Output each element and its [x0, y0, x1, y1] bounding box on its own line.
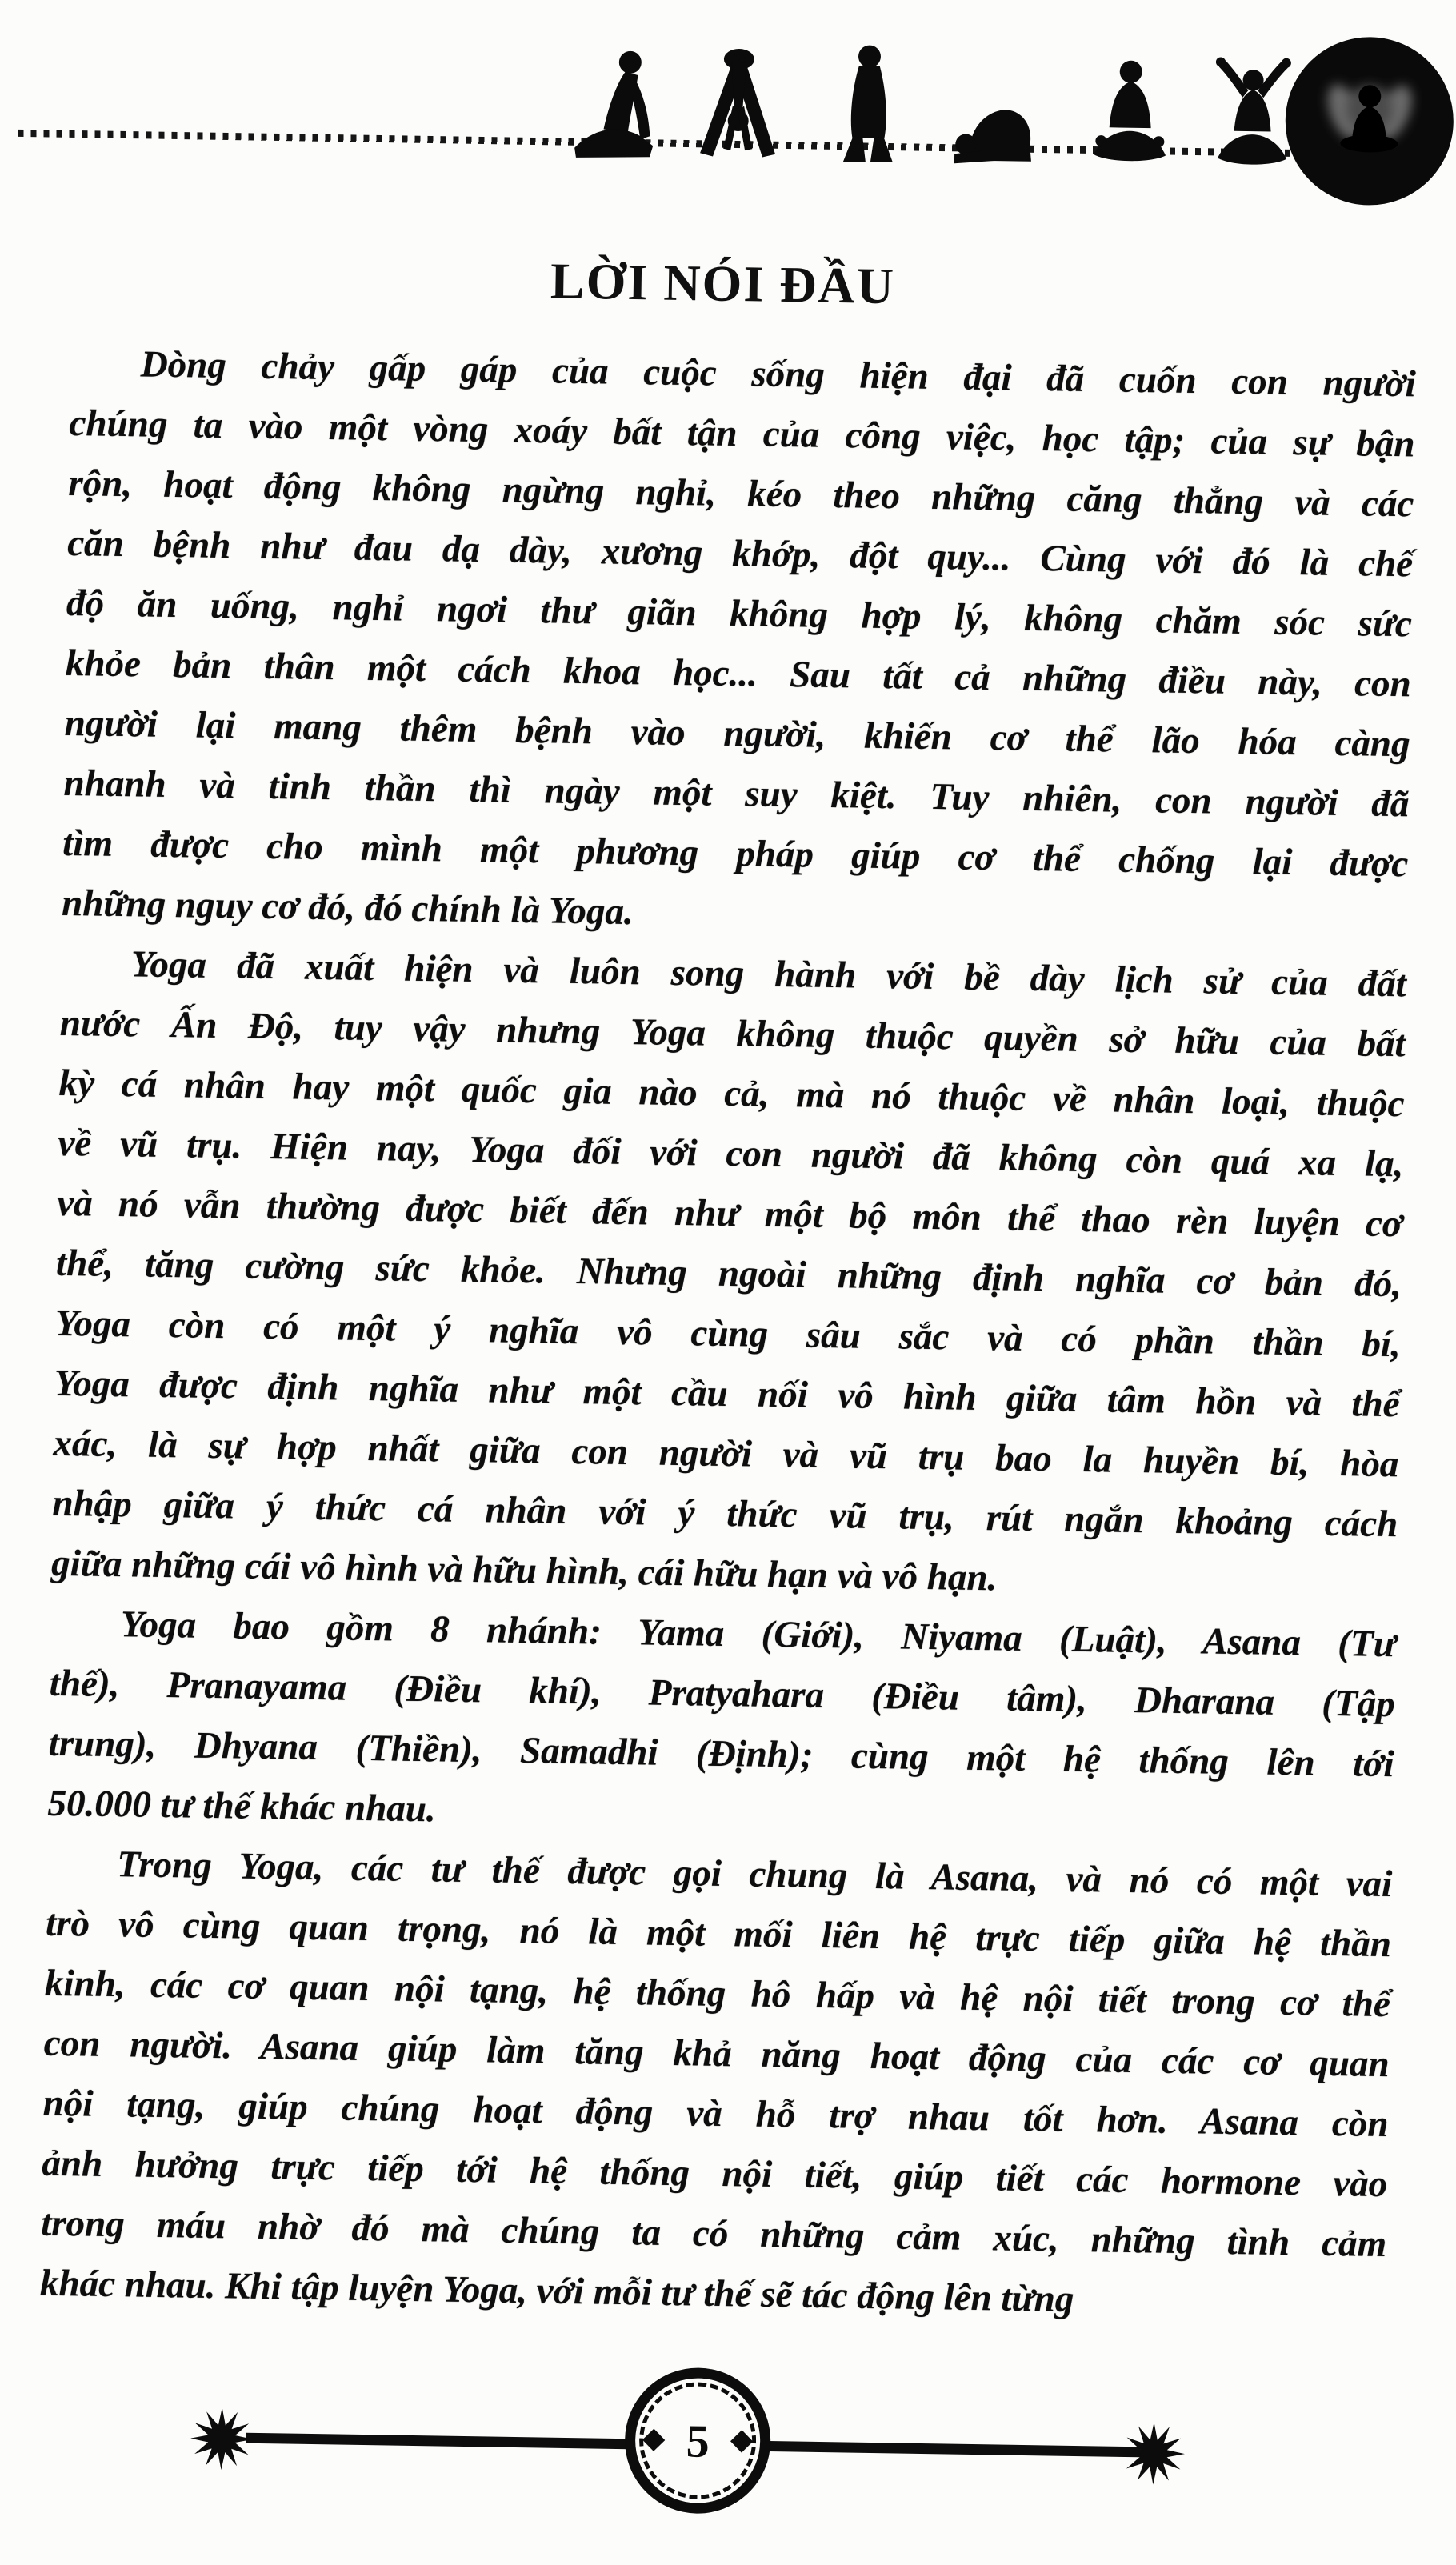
text-line: 50.000 tư thế khác nhau.: [47, 1782, 437, 1831]
meditation-circle-icon: [1282, 34, 1456, 208]
text-line: trò vô cùng quan trọng, nó là một mối liên hệ trực tiếp giữa hệ thần: [45, 1902, 1392, 1966]
text-line: con người. Asana giúp làm tăng khả năng hoạt động của các cơ quan: [43, 2022, 1390, 2086]
text-line: xác, là sự hợp nhất giữa con người và vũ trụ bao la huyền bí, hòa: [53, 1422, 1399, 1486]
text-line: về vũ trụ. Hiện nay, Yoga đối với con người đã không còn quá xa lạ,: [58, 1122, 1404, 1186]
yoga-pose-seated-twist-icon: [562, 38, 667, 161]
text-line: tìm được cho mình một phương pháp giúp cơ thể chống lại được: [62, 822, 1409, 886]
yoga-pose-kneeling-upright-icon: [816, 42, 922, 165]
text-line: Yoga đã xuất hiện và luôn song hành với bề dày lịch sử của đất: [130, 943, 1407, 1006]
text-line: thể, tăng cường sức khỏe. Nhưng ngoài những định nghĩa cơ bản đó,: [55, 1242, 1402, 1306]
yoga-pose-childs-pose-icon: [943, 43, 1049, 166]
text-line: Yoga bao gồm 8 nhánh: Yama (Giới), Niyama (Luật), Asana (Tư: [120, 1603, 1397, 1666]
text-line: ảnh hưởng trực tiếp tới hệ thống nội tiết, giúp tiết các hormone vào: [42, 2142, 1388, 2206]
paragraph-2: [51, 934, 1407, 1615]
text-line: thế), Pranayama (Điều khí), Pratyahara (Điều tâm), Dharana (Tập: [49, 1662, 1396, 1726]
page-body: [40, 334, 1417, 2335]
page-title: LỜI NÓI ĐẦU: [550, 252, 896, 315]
text-line: Yoga còn có một ý nghĩa vô cùng sâu sắc và có phần thần bí,: [54, 1302, 1402, 1366]
text-line: người lại mang thêm bệnh vào người, khiến cơ thể lão hóa càng: [64, 702, 1410, 766]
text-line: và nó vẫn thường được biết đến như một bộ môn thể thao rèn luyện cơ: [56, 1182, 1403, 1246]
paragraph-1: [62, 334, 1417, 954]
text-line: trung), Dhyana (Thiền), Samadhi (Định); cùng một hệ thống lên tới: [48, 1722, 1394, 1786]
text-line: trong máu nhờ đó mà chúng ta có những cảm xúc, những tình cảm: [40, 2202, 1387, 2266]
page-number-badge: [624, 2367, 772, 2515]
page-footer: [0, 2349, 1439, 2565]
text-line: nước Ấn Độ, tuy vậy nhưng Yoga không thuộc quyền sở hữu của bất: [59, 1002, 1406, 1066]
text-line: giữa những cái vô hình và hữu hình, cái hữu hạn và vô hạn.: [50, 1542, 998, 1599]
page-header: [17, 0, 1456, 243]
text-line: Dòng chảy gấp gáp của cuộc sống hiện đại đã cuốn con người: [140, 343, 1417, 406]
text-line: nội tạng, giúp chúng hoạt động và hỗ trợ nhau tốt hơn. Asana còn: [42, 2082, 1389, 2146]
text-line: những nguy cơ đó, đó chính là Yoga.: [61, 882, 634, 934]
text-line: chúng ta vào một vòng xoáy bất tận của công việc, học tập; của sự bận: [69, 402, 1415, 466]
yoga-pose-lotus-meditation-icon: [1078, 46, 1183, 169]
paragraph-3: [47, 1594, 1397, 1855]
text-line: kỳ cá nhân hay một quốc gia nào cả, mà nó thuộc về nhân loại, thuộc: [58, 1062, 1405, 1126]
text-line: rộn, hoạt động không ngừng nghỉ, kéo theo những căng thẳng và các: [68, 462, 1414, 526]
starburst-right-icon: [1120, 2420, 1186, 2487]
text-line: Trong Yoga, các tư thế được gọi chung là Asana, và nó có một vai: [116, 1843, 1393, 1906]
text-line: nhập giữa ý thức cá nhân với ý thức vũ trụ, rút ngắn khoảng cách: [52, 1482, 1398, 1546]
text-line: căn bệnh như đau dạ dày, xương khớp, đột quy... Cùng với đó là chế: [66, 522, 1414, 586]
yoga-pose-wide-leg-forward-fold-icon: [686, 39, 791, 162]
text-line: khác nhau. Khi tập luyện Yoga, với mỗi tư thế sẽ tác động lên từng: [39, 2262, 1074, 2320]
paragraph-4: [40, 1834, 1393, 2335]
text-line: nhanh và tinh thần thì ngày một suy kiệt. Tuy nhiên, con người đã: [63, 762, 1410, 826]
text-line: Yoga được định nghĩa như một cầu nối vô hình giữa tâm hồn và thể: [54, 1362, 1401, 1426]
text-line: độ ăn uống, nghỉ ngơi thư giãn không hợp lý, không chăm sóc sức: [66, 582, 1413, 646]
text-line: kinh, các cơ quan nội tạng, hệ thống hô hấp và hệ nội tiết trong cơ thể: [44, 1962, 1391, 2026]
page-number: 5: [686, 2414, 710, 2467]
text-line: khỏe bản thân một cách khoa học... Sau tất cả những điều này, con: [65, 642, 1412, 706]
